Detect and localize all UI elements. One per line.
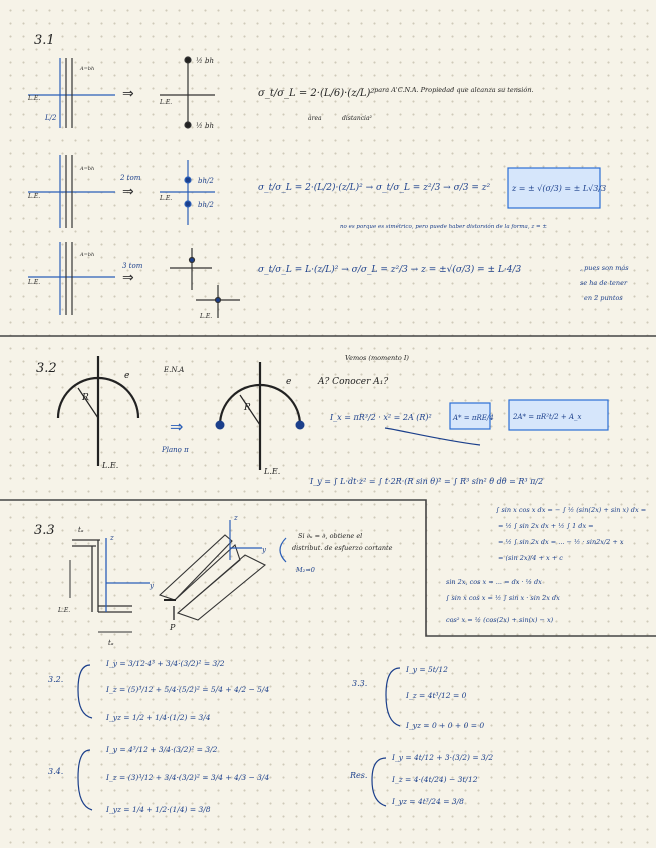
formula-row1: σ_t/σ_L = 2·(L/6)·(z/L)² — [258, 88, 375, 99]
svg-text:⇒: ⇒ — [122, 184, 134, 200]
svg-text:P: P — [170, 623, 176, 632]
svg-text:3.4.: 3.4. — [48, 767, 64, 776]
svg-text:I_z = (5)³/12 + 5/4·(5/2)² = 5: I_z = (5)³/12 + 5/4·(5/2)² = 5/4 + 4/2 − 5/4 — [106, 685, 270, 694]
svg-text:bh/2: bh/2 — [198, 177, 214, 185]
svg-text:3.2.: 3.2. — [48, 675, 64, 684]
load-diagram-row1 — [160, 57, 215, 128]
svg-text:I_y = 5t/12: I_y = 5t/12 — [406, 665, 448, 674]
svg-text:I_z = 4t³/12 = 0: I_z = 4t³/12 = 0 — [406, 691, 467, 700]
svg-text:I_yz = 1/2 + 1/4·(1/2) = 3/4: I_yz = 1/2 + 1/4·(1/2) = 3/4 — [106, 713, 211, 722]
svg-text:A=bh: A=bh — [80, 166, 95, 172]
arrow-icon: ⇒ — [170, 417, 184, 436]
question-a: A? Conocer A₁? — [318, 377, 389, 387]
svg-text:z = ± √(σ/3) = ± L√3/3: z = ± √(σ/3) = ± L√3/3 — [512, 184, 607, 193]
svg-text:∫ sin x cos x = ½ ∫ sin x · si: ∫ sin x cos x = ½ ∫ sin x · sin 2x dx — [446, 594, 560, 602]
svg-text:se ha de tener: se ha de tener — [580, 279, 628, 287]
formula-row3: σ_t/σ_L = L·(z/L)² → σ/σ_L = z²/3 → z = ±√(σ/3) = ± L·4/3 — [258, 265, 522, 275]
svg-text:distancia²: distancia² — [342, 115, 372, 122]
svg-text:3 tom: 3 tom — [122, 262, 143, 270]
svg-text:z: z — [110, 534, 114, 542]
svg-text:= (sin 2x)/4 + x + c: = (sin 2x)/4 + x + c — [498, 554, 563, 562]
svg-text:L.E.: L.E. — [28, 193, 41, 200]
svg-text:3.3.: 3.3. — [352, 679, 368, 688]
svg-text:R: R — [244, 403, 251, 413]
svg-text:R: R — [82, 393, 89, 403]
svg-text:L.E.: L.E. — [264, 467, 281, 476]
svg-text:Si ∂ᵤ = ∂, obtiene el: Si ∂ᵤ = ∂, obtiene el — [298, 532, 363, 540]
svg-text:sin 2x, cos x = ... = dx · ½ d: sin 2x, cos x = ... = dx · ½ dx — [446, 578, 542, 586]
svg-text:área: área — [308, 115, 322, 122]
svg-text:L.E.: L.E. — [28, 95, 41, 102]
svg-text:L/2: L/2 — [45, 114, 57, 122]
svg-text:I_y = 4t/12 + 3·(3/2) = 3/2: I_y = 4t/12 + 3·(3/2) = 3/2 — [392, 753, 494, 762]
svg-text:2A* = πR²t/2 + A_x: 2A* = πR²t/2 + A_x — [513, 413, 582, 421]
svg-text:L.E.: L.E. — [58, 607, 71, 614]
formula-row2: σ_t/σ_L = 2·(L/2)·(z/L)² → σ_t/σ_L = z²/3 → σ/3 = z² — [258, 183, 491, 193]
load-diagram-row2 — [160, 160, 215, 225]
svg-text:I_y = 4³/12 + 3/4·(3/2)² = 3/2: I_y = 4³/12 + 3/4·(3/2)² = 3/2 — [106, 745, 218, 754]
svg-text:A* = πRE/4: A* = πRE/4 — [453, 414, 494, 422]
svg-text:z: z — [234, 514, 238, 522]
svg-text:M₂=0: M₂=0 — [296, 566, 315, 574]
section-label-3-3: 3.3 — [34, 523, 55, 538]
svg-text:L.E.: L.E. — [102, 461, 119, 470]
svg-text:I_yz = 1/4 + 1/2·(1/4) = 3/8: I_yz = 1/4 + 1/2·(1/4) = 3/8 — [106, 805, 211, 814]
svg-text:y: y — [262, 546, 266, 554]
svg-text:I_yz = 0 + 0 + 0 = 0: I_yz = 0 + 0 + 0 = 0 — [406, 721, 485, 730]
svg-text:bh/2: bh/2 — [198, 201, 214, 209]
svg-text:tₐ: tₐ — [78, 526, 84, 534]
svg-text:tₐ: tₐ — [108, 639, 114, 647]
svg-text:y: y — [150, 582, 154, 590]
svg-text:e: e — [124, 371, 130, 381]
svg-text:⇒: ⇒ — [122, 270, 134, 286]
svg-text:∫ sin x cos x dx = − ∫ ½ (sin(: ∫ sin x cos x dx = − ∫ ½ (sin(2x) + sin x) dx = — [496, 506, 647, 514]
svg-text:I_yz = 4t³/24 = 3/8: I_yz = 4t³/24 = 3/8 — [392, 797, 464, 806]
svg-text:= ½ ∫ sin 2x dx + ½ ∫ 1 dx =: = ½ ∫ sin 2x dx + ½ ∫ 1 dx = — [498, 522, 594, 530]
integral-notes — [446, 506, 646, 624]
svg-text:cos² x = ½ (cos(2x) + sin(x) −: cos² x = ½ (cos(2x) + sin(x) − x) — [446, 616, 554, 624]
load-diagram-row3 — [170, 248, 240, 318]
svg-text:distribut. de esfuerzo cortant: distribut. de esfuerzo cortante — [292, 544, 393, 552]
svg-text:Vemos (momento I): Vemos (momento I) — [345, 354, 409, 362]
svg-text:L.E.: L.E. — [200, 313, 213, 320]
svg-text:Plano π: Plano π — [162, 446, 189, 454]
svg-text:Res.: Res. — [350, 771, 368, 780]
svg-text:A=bh: A=bh — [80, 66, 95, 72]
results-3-4 — [105, 745, 269, 814]
svg-text:e: e — [286, 377, 292, 387]
point-a-left — [216, 421, 225, 430]
svg-text:½ bh: ½ bh — [196, 57, 214, 65]
beam-section-row1 — [28, 58, 115, 128]
formula-iy: I_y = ∫ L·dt·z² = ∫ t·2R·(R sin θ)² = ∫ R³ sin² θ dθ = R³ π/2 — [310, 477, 544, 486]
results-3-3 — [405, 665, 484, 730]
results-3-2 — [105, 659, 269, 722]
svg-text:½ bh: ½ bh — [196, 122, 214, 130]
svg-text:E.N.A: E.N.A — [164, 366, 185, 374]
svg-text:, pues son más: , pues son más — [580, 264, 629, 272]
point-a-right — [296, 421, 305, 430]
svg-text:en 2 puntos: en 2 puntos — [584, 294, 623, 302]
svg-text:I_z = 4·(4t/24) − 3t/12: I_z = 4·(4t/24) − 3t/12 — [392, 775, 478, 784]
svg-text:L.E.: L.E. — [160, 99, 173, 106]
section-label-3-1: 3.1 — [34, 33, 55, 48]
note-row1: , para A'C.N.A. Propiedad que alcanza su tensión. — [370, 86, 534, 94]
svg-text:I_z = (3)³/12 + 3/4·(3/2)² = 3: I_z = (3)³/12 + 3/4·(3/2)² = 3/4 + 4/3 − 3/4 — [106, 773, 270, 782]
svg-text:2 tom: 2 tom — [120, 174, 141, 182]
formula-ix: I_x = πR³/2 · x² = 2A (R)² — [330, 413, 432, 422]
note-row2: no es porque es simétrico, pero puede haber distorsión de la forma, z = ± — [340, 224, 547, 230]
svg-text:L.E.: L.E. — [28, 279, 41, 286]
results-final — [391, 753, 493, 806]
arrow-icon: ⇒ — [122, 86, 134, 102]
svg-text:A=bh: A=bh — [80, 252, 95, 258]
beam-section-row3 — [28, 242, 115, 315]
section-label-3-2: 3.2 — [36, 361, 57, 376]
beam-section-row2 — [28, 155, 115, 228]
svg-text:I_y = 3/12·4³ + 3/4·(3/2)² = 3: I_y = 3/12·4³ + 3/4·(3/2)² = 3/2 — [106, 659, 225, 668]
z-section-drawing — [70, 540, 132, 632]
svg-text:L.E.: L.E. — [160, 195, 173, 202]
svg-text:= ½ ∫ sin 2x dx = ... − ½ · si: = ½ ∫ sin 2x dx = ... − ½ · sin2x/2 + x — [498, 538, 624, 546]
